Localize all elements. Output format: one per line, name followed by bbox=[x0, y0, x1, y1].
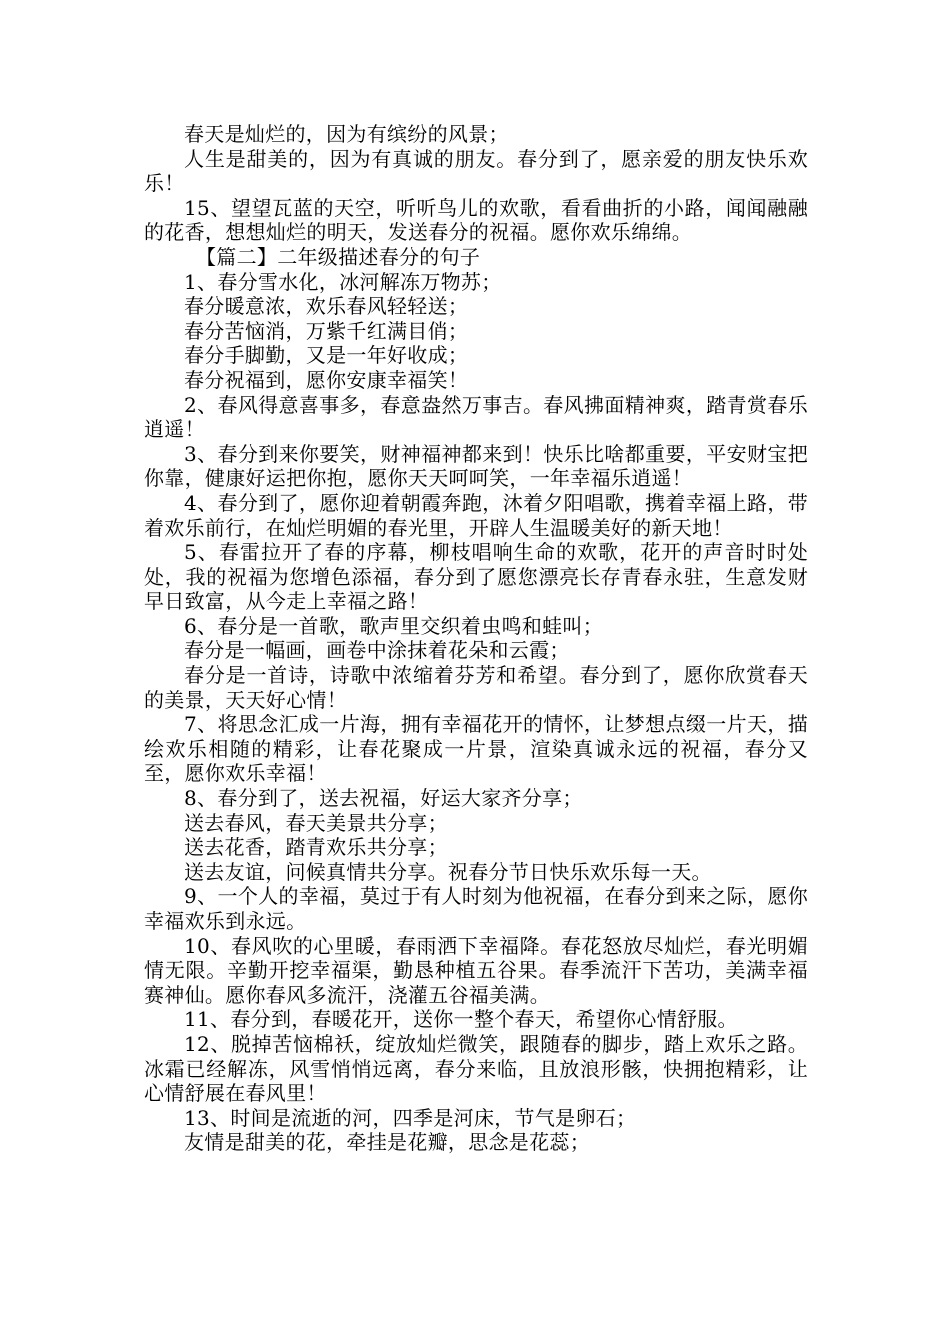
paragraph: 送去友谊，问候真情共分享。祝春分节日快乐欢乐每一天。 bbox=[184, 859, 712, 884]
section-heading: 【篇二】二年级描述春分的句子 bbox=[196, 244, 481, 269]
paragraph: 6、春分是一首歌，歌声里交织着虫鸣和蛙叫； bbox=[184, 613, 604, 638]
paragraph: 4、春分到了，愿你迎着朝霞奔跑，沐着夕阳唱歌，携着幸福上路，带着欢乐前行，在灿烂明媚的春光里，开辟人生温暖美好的新天地！ bbox=[144, 490, 808, 540]
document-body bbox=[144, 122, 808, 1155]
paragraph: 10、春风吹的心里暖，春雨洒下幸福降。春花怒放尽灿烂，春光明媚情无限。辛勤开挖幸福渠，勤恳种植五谷果。春季流汗下苦功，美满幸福赛神仙。愿你春风多流汗，浇灌五谷福美满。 bbox=[144, 933, 808, 1007]
paragraph: 春分是一幅画，画卷中涂抹着花朵和云霞； bbox=[184, 638, 570, 663]
paragraph: 人生是甜美的，因为有真诚的朋友。春分到了，愿亲爱的朋友快乐欢乐！ bbox=[144, 146, 808, 196]
paragraph: 送去花香，踏青欢乐共分享； bbox=[184, 835, 448, 860]
paragraph: 7、将思念汇成一片海，拥有幸福花开的情怀，让梦想点缀一片天，描绘欢乐相随的精彩，让春花聚成一片景，渲染真诚永远的祝福，春分又至，愿你欢乐幸福！ bbox=[144, 712, 808, 786]
paragraph: 送去春风，春天美景共分享； bbox=[184, 810, 448, 835]
paragraph: 5、春雷拉开了春的序幕，柳枝唱响生命的欢歌，花开的声音时时处处，我的祝福为您增色添福，春分到了愿您漂亮长存青春永驻，生意发财早日致富，从今走上幸福之路！ bbox=[144, 540, 808, 614]
paragraph: 12、脱掉苦恼棉袄，绽放灿烂微笑，跟随春的脚步，踏上欢乐之路。冰霜已经解冻，风雪悄悄远离，春分来临，且放浪形骸，快拥抱精彩，让心情舒展在春风里！ bbox=[144, 1031, 808, 1106]
paragraph: 春天是灿烂的，因为有缤纷的风景； bbox=[184, 122, 509, 146]
paragraph: 春分苦恼消，万紫千红满目俏； bbox=[184, 318, 469, 343]
paragraph: 春分暖意浓，欢乐春风轻轻送； bbox=[184, 294, 469, 319]
paragraph: 9、一个人的幸福，莫过于有人时刻为他祝福，在春分到来之际，愿你幸福欢乐到永远。 bbox=[144, 884, 808, 933]
paragraph: 3、春分到来你要笑，财神福神都来到！快乐比啥都重要，平安财宝把你靠，健康好运把你抱，愿你天天呵呵笑，一年幸福乐逍遥！ bbox=[144, 441, 808, 491]
paragraph: 2、春风得意喜事多，春意盎然万事吉。春风拂面精神爽，踏青赏春乐逍遥！ bbox=[144, 392, 808, 442]
paragraph: 春分手脚勤，又是一年好收成； bbox=[184, 343, 469, 368]
paragraph: 11、春分到，春暖花开，送你一整个春天，希望你心情舒服。 bbox=[184, 1007, 738, 1032]
paragraph: 春分祝福到，愿你安康幸福笑！ bbox=[184, 367, 469, 392]
paragraph: 13、时间是流逝的河，四季是河床，节气是卵石； bbox=[184, 1105, 637, 1130]
paragraph: 8、春分到了，送去祝福，好运大家齐分享； bbox=[184, 786, 583, 811]
paragraph: 春分是一首诗，诗歌中浓缩着芬芳和希望。春分到了，愿你欣赏春天的美景，天天好心情！ bbox=[144, 663, 808, 712]
paragraph: 友情是甜美的花，牵挂是花瓣，思念是花蕊； bbox=[184, 1130, 590, 1155]
paragraph: 1、春分雪水化，冰河解冻万物苏； bbox=[184, 269, 502, 294]
paragraph: 15、望望瓦蓝的天空，听听鸟儿的欢歌，看看曲折的小路，闻闻融融的花香，想想灿烂的明天，发送春分的祝福。愿你欢乐绵绵。 bbox=[144, 195, 808, 245]
